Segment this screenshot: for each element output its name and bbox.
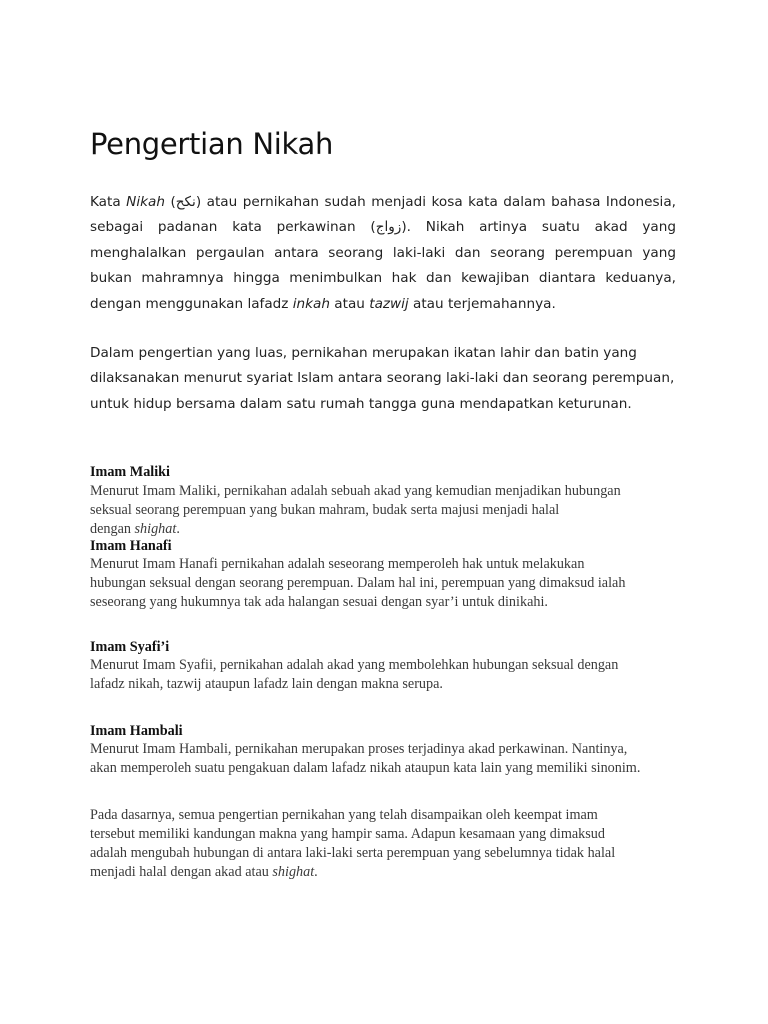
imam-hanafi-heading: Imam Hanafi <box>90 538 172 554</box>
hanafi-line: Menurut Imam Hanafi pernikahan adalah seseorang memperoleh hak untuk melakukan <box>90 556 585 572</box>
imam-hanafi-text <box>90 555 690 612</box>
imam-hambali-text <box>90 740 690 778</box>
closing-line: Pada dasarnya, semua pengertian pernikahan yang telah disampaikan oleh keempat imam <box>90 807 598 823</box>
intro-paragraph <box>90 190 676 317</box>
hambali-line: Menurut Imam Hambali, pernikahan merupakan proses terjadinya akad perkawinan. Nantinya, <box>90 741 628 757</box>
intro-term-tazwij: tazwij <box>369 295 409 312</box>
imam-syafii-text <box>90 656 690 694</box>
closing-line4a: menjadi halal dengan akad atau <box>90 864 273 880</box>
intro-term-nikah: Nikah <box>126 194 165 210</box>
closing-line <box>90 863 690 882</box>
closing-term-shighat: shighat <box>272 864 315 880</box>
intro-term-inkah: inkah <box>292 295 330 312</box>
intro-text-d: atau <box>329 295 370 312</box>
imam-hambali-heading: Imam Hambali <box>90 723 183 739</box>
syafii-line: lafadz nikah, tazwij ataupun lafadz lain dengan makna serupa. <box>90 676 443 692</box>
imam-maliki-heading: Imam Maliki <box>90 464 170 480</box>
closing-line4c: . <box>314 864 318 880</box>
hanafi-line: hubungan seksual dengan seorang perempuan. Dalam hal ini, perempuan yang dimaksud ialah <box>90 575 626 591</box>
intro-text-e: atau terjemahannya. <box>408 295 556 312</box>
syafii-line: Menurut Imam Syafii, pernikahan adalah akad yang membolehkan hubungan seksual dengan <box>90 657 619 673</box>
closing-line: tersebut memiliki kandungan makna yang hampir sama. Adapun kesamaan yang dimaksud <box>90 826 605 842</box>
intro-text-a: Kata <box>90 194 127 210</box>
intro-arabic-zawaj: زواج <box>375 219 402 236</box>
broad-definition-paragraph: Dalam pengertian yang luas, pernikahan merupakan ikatan lahir dan batin yang dilaksanakan menurut syariat Islam antara seorang laki-laki dan seorang perempuan, untuk hidup bersama dalam satu rumah tangga guna mendapatkan keturunan. <box>90 345 675 412</box>
maliki-term-shighat: shighat <box>134 521 177 537</box>
intro-text-b: atau pernikahan sudah menjadi kosa kata dalam bahasa Indonesia, sebagai padanan kata perkawinan ( <box>90 194 676 236</box>
maliki-line3c: . <box>176 521 180 537</box>
maliki-line <box>90 520 690 539</box>
page-title: Pengertian Nikah <box>90 127 334 161</box>
closing-line: adalah mengubah hubungan di antara laki-laki serta perempuan yang sebelumnya tidak halal <box>90 845 616 861</box>
maliki-line3a: dengan <box>90 521 135 537</box>
maliki-line: Menurut Imam Maliki, pernikahan adalah sebuah akad yang kemudian menjadikan hubungan <box>90 483 621 499</box>
intro-text-c: ). Nikah artinya suatu akad yang menghalalkan pergaulan antara seorang laki-laki dan seorang perempuan yang bukan mahramnya hingga menimbulkan hak dan kewajiban diantara keduanya, dengan menggunakan lafadz <box>90 219 676 312</box>
hanafi-line: seseorang yang hukumnya tak ada halangan sesuai dengan syar’i untuk dinikahi. <box>90 594 548 610</box>
imam-syafii-heading: Imam Syafi’i <box>90 639 170 655</box>
imam-maliki-text <box>90 482 690 539</box>
hambali-line: akan memperoleh suatu pengakuan dalam lafadz nikah ataupun kata lain yang memiliki sinonim. <box>90 760 641 776</box>
intro-arabic-nikah: (نكح) <box>164 194 207 210</box>
maliki-line: seksual seorang perempuan yang bukan mahram, budak serta majusi menjadi halal <box>90 502 560 518</box>
closing-paragraph <box>90 806 690 882</box>
